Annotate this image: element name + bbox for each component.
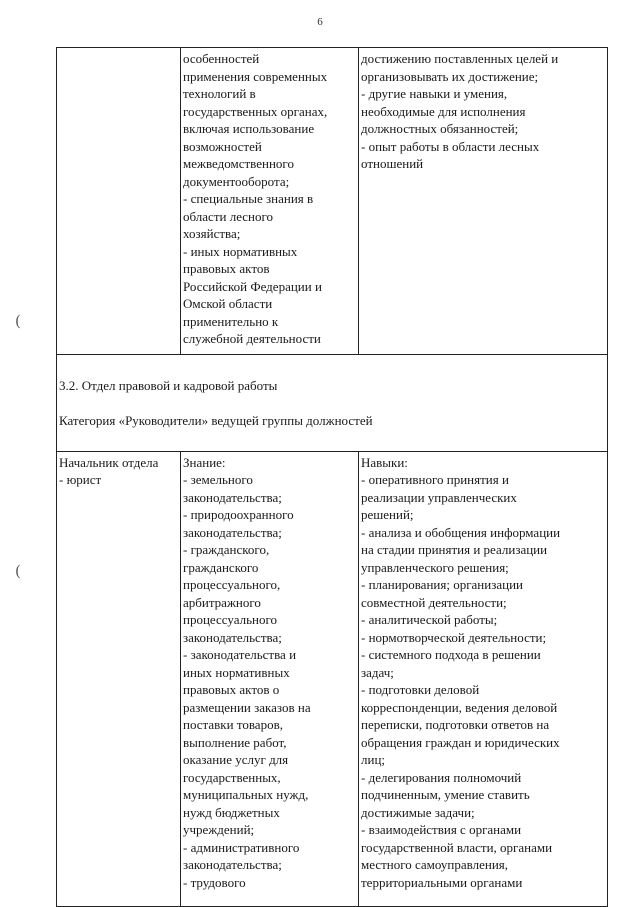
section-category: Категория «Руководители» ведущей группы должностей <box>59 412 373 428</box>
position-cell <box>57 48 181 355</box>
section-header-cell <box>57 355 608 452</box>
knowledge-cell: особенностей применения современных технологий в государственных органах, включая использование возможностей межведомственного документооборота; - специальные знания в области лесного хозяйства; - иных нормативных правовых актов Российской Федерации и Омской области применительно к служебной деятельности <box>181 48 359 355</box>
table-row-position <box>57 451 608 906</box>
skills-cell: Навыки: - оперативного принятия и реализации управленческих решений; - анализа и обобщения информации на стадии принятия и реализации управленческого решения; - планирования; организации совместной деятельности; - аналитической работы; - нормотворческой деятельности; - системного подхода в решении задач; - подготовки деловой корреспонденции, ведения деловой переписки, подготовки ответов на обращения граждан и юридических лиц; - делегирования полномочий подчиненным, умение ставить достижимые задачи; - взаимодействия с органами государственной власти, органами местного самоуправления, территориальными органами <box>359 451 608 906</box>
table-row-section-header <box>57 355 608 452</box>
margin-bracket-mark: ( <box>15 312 21 330</box>
skills-cell: достижению поставленных целей и организовывать их достижение; - другие навыки и умения, необходимые для исполнения должностных обязанностей; - опыт работы в области лесных отношений <box>359 48 608 355</box>
margin-bracket-mark: ( <box>15 562 21 580</box>
knowledge-cell: Знание: - земельного законодательства; - природоохранного законодательства; - гражданского, гражданского процессуального, арбитражного процессуального законодательства; - законодательства и иных нормативных правовых актов о размещении заказов на поставки товаров, выполнение работ, оказание услуг для государственных, муниципальных нужд, нужд бюджетных учреждений; - административного законодательства; - трудового <box>181 451 359 906</box>
qualification-requirements-table <box>56 47 608 907</box>
section-title: 3.2. Отдел правовой и кадровой работы <box>59 377 278 393</box>
table-row-continuation <box>57 48 608 355</box>
page-number: 6 <box>317 16 323 28</box>
position-title-cell: Начальник отдела - юрист <box>57 451 181 906</box>
